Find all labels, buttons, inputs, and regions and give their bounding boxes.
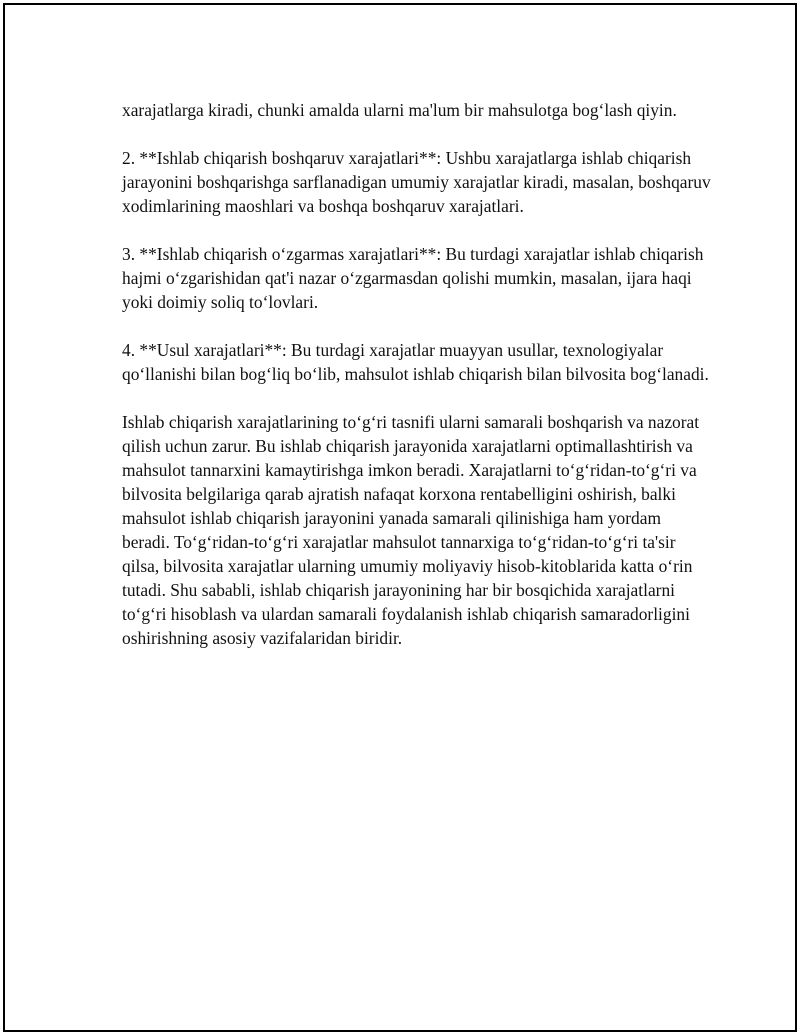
- paragraph-method-costs: 4. **Usul xarajatlari**: Bu turdagi xarajatlar muayyan usullar, texnologiyalar qo‘llanishi bilan bog‘liq bo‘lib, mahsulot ishlab chiqarish bilan bilvosita bog‘lanadi.: [122, 340, 709, 384]
- paragraph-conclusion: Ishlab chiqarish xarajatlarining to‘g‘ri tasnifi ularni samarali boshqarish va nazorat qilish uchun zarur. Bu ishlab chiqarish jarayonida xarajatlarni optimallashtirish va mahsulot tannarxini kamaytirishga imkon beradi. Xarajatlarni to‘g‘ridan-to‘g‘ri va bilvosita belgilariga qarab ajratish nafaqat korxona rentabelligini oshirish, balki mahsulot ishlab chiqarish jarayonini yanada samarali qilinishiga ham yordam beradi. To‘g‘ridan-to‘g‘ri xarajatlar mahsulot tannarxiga to‘g‘ridan-to‘g‘ri ta'sir qilsa, bilvosita xarajatlar ularning umumiy moliyaviy hisob-kitoblarida katta o‘rin tutadi. Shu sababli, ishlab chiqarish jarayonining har bir bosqichida xarajatlarni to‘g‘ri hisoblash va ulardan samarali foydalanish ishlab chiqarish samaradorligini oshirishning asosiy vazifalaridan biridir.: [122, 412, 700, 648]
- paragraph-continuation: xarajatlarga kiradi, chunki amalda ularni ma'lum bir mahsulotga bog‘lash qiyin.: [122, 100, 677, 120]
- paragraph-management-costs: 2. **Ishlab chiqarish boshqaruv xarajatlari**: Ushbu xarajatlarga ishlab chiqarish jarayonini boshqarishga sarflanadigan umumiy xarajatlar kiradi, masalan, boshqaruv xodimlarining maoshlari va boshqa boshqaruv xarajatlari.: [122, 148, 711, 216]
- page-frame: [3, 3, 797, 1032]
- paragraph-fixed-costs: 3. **Ishlab chiqarish o‘zgarmas xarajatlari**: Bu turdagi xarajatlar ishlab chiqarish hajmi o‘zgarishidan qat'i nazar o‘zgarmasdan qolishi mumkin, masalan, ijara haqi yoki doimiy soliq to‘lovlari.: [122, 244, 704, 312]
- document-body: [122, 98, 712, 674]
